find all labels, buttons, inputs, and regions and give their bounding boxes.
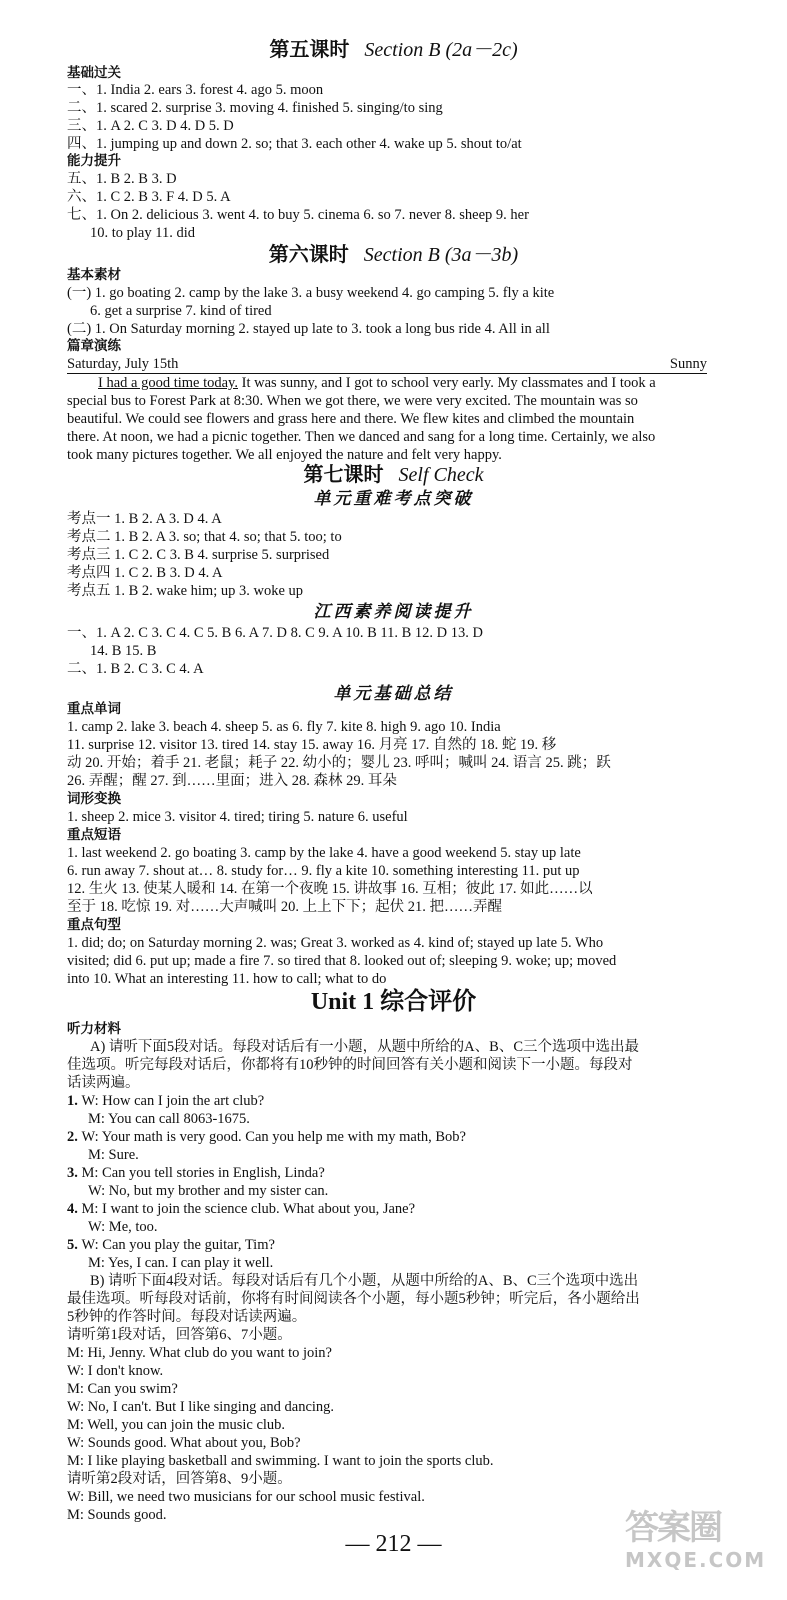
dialog-line <box>67 1236 275 1254</box>
answer-line: 12. 生火 13. 使某人暖和 14. 在第一个夜晚 15. 讲故事 16. 互相；彼此 17. 如此……以 <box>67 881 593 897</box>
dialog-number: 5. <box>67 1237 82 1253</box>
diary-first-sentence: I had a good time today. <box>98 375 238 391</box>
page-number: — 212 — <box>345 1531 442 1557</box>
diary-line: beautiful. We could see flowers and grass here and there. We flew kites and climbed the mountain <box>67 411 635 427</box>
sentences-label: 重点句型 <box>67 917 121 933</box>
answer-line: 考点五 1. B 2. wake him; up 3. woke up <box>67 583 304 599</box>
answer-line: 七、1. On 2. delicious 3. went 4. to buy 5. cinema 6. so 7. never 8. sheep 9. her <box>67 207 529 223</box>
dialog-line: W: Bill, we need two musicians for our school music festival. <box>67 1489 425 1505</box>
instruction-line: B) 请听下面4段对话。每段对话后有几个小题，从题中所给的A、B、C三个选项中选出 <box>90 1273 639 1289</box>
material-label: 基本素材 <box>67 267 121 283</box>
instruction-line: A) 请听下面5段对话。每段对话后有一小题，从题中所给的A、B、C三个选项中选出最 <box>90 1039 639 1055</box>
instruction-line: 佳选项。听完每段对话后，你都将有10秒钟的时间回答有关小题和阅读下一小题。每段对 <box>67 1057 633 1073</box>
subheading-key-points: 单元重难考点突破 <box>313 489 474 508</box>
answer-line: 1. did; do; on Saturday morning 2. was; Great 3. worked as 4. kind of; stayed up late 5. Who <box>67 935 604 951</box>
answer-line: 1. last weekend 2. go boating 3. camp by the lake 4. have a good weekend 5. stay up late <box>67 845 581 861</box>
diary-line: special bus to Forest Park at 8:30. When we got there, we were very excited. The mountain was so <box>67 393 638 409</box>
writing-label: 篇章演练 <box>67 338 121 354</box>
watermark-logo <box>625 1508 765 1588</box>
lesson7-title-en: Self Check <box>398 464 484 486</box>
answer-line: 14. B 15. B <box>90 643 157 659</box>
dialog-text: W: Can you play the guitar, Tim? <box>81 1237 275 1253</box>
answer-line: 考点三 1. C 2. C 3. B 4. surprise 5. surprised <box>67 547 330 563</box>
answer-line: 六、1. C 2. B 3. F 4. D 5. A <box>67 189 231 205</box>
answer-line: into 10. What an interesting 11. how to call; what to do <box>67 971 387 987</box>
diary-date: Saturday, July 15th <box>67 356 179 372</box>
ability-label: 能力提升 <box>67 153 121 169</box>
diary-line: there. At noon, we had a picnic together. Then we danced and sang for a long time. Certainly, we also <box>67 429 656 445</box>
lesson7-title <box>0 463 787 487</box>
dialog-line: M: Yes, I can. I can play it well. <box>88 1255 274 1271</box>
forms-label: 词形变换 <box>67 791 121 807</box>
dialog-line: M: Sounds good. <box>67 1507 167 1523</box>
dialog-line: M: Hi, Jenny. What club do you want to join? <box>67 1345 332 1361</box>
dialog-line: W: I don't know. <box>67 1363 164 1379</box>
instruction-line: 话读两遍。 <box>67 1075 140 1091</box>
answer-line: 考点一 1. B 2. A 3. D 4. A <box>67 511 222 527</box>
subheading-reading: 江西素养阅读提升 <box>313 602 474 621</box>
listening-label: 听力材料 <box>67 1021 121 1037</box>
answer-line: visited; did 6. put up; made a fire 7. so tired that 8. looked out of; sleeping 9. woke; up; moved <box>67 953 617 969</box>
diary-line-text: It was sunny, and I got to school very early. My classmates and I took a <box>238 375 656 391</box>
answer-line: 11. surprise 12. visitor 13. tired 14. stay 15. away 16. 月亮 17. 自然的 18. 蛇 19. 移 <box>67 737 557 753</box>
dialog-text: W: Your math is very good. Can you help me with my math, Bob? <box>81 1129 466 1145</box>
dialog-text: M: Can you tell stories in English, Linda? <box>81 1165 325 1181</box>
dialog-line <box>67 1128 466 1146</box>
diary-line <box>98 374 656 392</box>
instruction-line: 5秒钟的作答时间。每段对话读两遍。 <box>67 1309 307 1325</box>
dialog-prompt: 请听第2段对话，回答第8、9小题。 <box>67 1471 292 1487</box>
lesson6-title <box>0 243 787 267</box>
lesson6-title-cn: 第六课时 <box>268 244 349 266</box>
words-label: 重点单词 <box>67 701 121 717</box>
watermark-top: 答案圈 <box>625 1508 721 1548</box>
answer-line: 考点四 1. C 2. B 3. D 4. A <box>67 565 223 581</box>
dialog-line <box>67 1092 264 1110</box>
dialog-line: W: Me, too. <box>88 1219 158 1235</box>
dialog-line: M: Can you swim? <box>67 1381 178 1397</box>
answer-line: 四、1. jumping up and down 2. so; that 3. each other 4. wake up 5. shout to/at <box>67 136 522 152</box>
answer-line: 1. camp 2. lake 3. beach 4. sheep 5. as 6. fly 7. kite 8. high 9. ago 10. India <box>67 719 501 735</box>
dialog-line: W: Sounds good. What about you, Bob? <box>67 1435 301 1451</box>
phrases-label: 重点短语 <box>67 827 121 843</box>
instruction-line: 最佳选项。听每段对话前，你将有时间阅读各个小题，每小题5秒钟；听完后，各小题给出 <box>67 1291 640 1307</box>
dialog-number: 3. <box>67 1165 82 1181</box>
dialog-line: M: I like playing basketball and swimming. I want to join the sports club. <box>67 1453 494 1469</box>
dialog-line <box>67 1164 325 1182</box>
dialog-number: 2. <box>67 1129 82 1145</box>
answer-line: 动 20. 开始；着手 21. 老鼠；耗子 22. 幼小的；婴儿 23. 呼叫；喊叫 24. 语言 25. 跳；跃 <box>67 755 611 771</box>
dialog-line: M: You can call 8063-1675. <box>88 1111 250 1127</box>
dialog-line: W: No, I can't. But I like singing and dancing. <box>67 1399 335 1415</box>
answer-line: 1. sheep 2. mice 3. visitor 4. tired; tiring 5. nature 6. useful <box>67 809 408 825</box>
dialog-text: M: I want to join the science club. What about you, Jane? <box>81 1201 416 1217</box>
answer-line: (一) 1. go boating 2. camp by the lake 3. a busy weekend 4. go camping 5. fly a kite <box>67 285 555 301</box>
dialog-line: W: No, but my brother and my sister can. <box>88 1183 329 1199</box>
lesson5-title-en: Section B (2a－2c) <box>364 39 518 61</box>
answer-line: 一、1. India 2. ears 3. forest 4. ago 5. moon <box>67 82 324 98</box>
diary-weather: Sunny <box>669 356 707 372</box>
answer-line: 二、1. scared 2. surprise 3. moving 4. finished 5. singing/to sing <box>67 100 443 116</box>
unit-title: Unit 1 综合评价 <box>310 989 477 1015</box>
dialog-number: 4. <box>67 1201 82 1217</box>
answer-line: 五、1. B 2. B 3. D <box>67 171 177 187</box>
diary-line: took many pictures together. We all enjoyed the nature and felt very happy. <box>67 447 502 463</box>
answer-line: 26. 弄醒；醒 27. 到……里面；进入 28. 森林 29. 耳朵 <box>67 773 397 789</box>
diary-header <box>67 355 707 374</box>
lesson7-title-cn: 第七课时 <box>303 464 384 486</box>
dialog-number: 1. <box>67 1093 82 1109</box>
dialog-line: M: Well, you can join the music club. <box>67 1417 286 1433</box>
answer-line: 三、1. A 2. C 3. D 4. D 5. D <box>67 118 234 134</box>
dialog-line: M: Sure. <box>88 1147 139 1163</box>
dialog-line <box>67 1200 415 1218</box>
lesson6-title-en: Section B (3a－3b) <box>363 244 519 266</box>
answer-line: 6. get a surprise 7. kind of tired <box>90 303 272 319</box>
lesson5-title <box>0 38 787 62</box>
dialog-text: W: How can I join the art club? <box>81 1093 265 1109</box>
answer-line: 10. to play 11. did <box>90 225 195 241</box>
watermark-bottom: MXQE.COM <box>625 1548 767 1572</box>
answer-line: (二) 1. On Saturday morning 2. stayed up late to 3. took a long bus ride 4. All in all <box>67 321 550 337</box>
answer-line: 6. run away 7. shout at… 8. study for… 9. fly a kite 10. something interesting 11. put up <box>67 863 580 879</box>
lesson5-title-cn: 第五课时 <box>269 39 350 61</box>
subheading-summary: 单元基础总结 <box>333 684 454 703</box>
basic-label: 基础过关 <box>67 65 121 81</box>
dialog-prompt: 请听第1段对话，回答第6、7小题。 <box>67 1327 292 1343</box>
answer-line: 至于 18. 吃惊 19. 对……大声喊叫 20. 上上下下；起伏 21. 把……弄醒 <box>67 899 502 915</box>
answer-line: 二、1. B 2. C 3. C 4. A <box>67 661 204 677</box>
answer-line: 一、1. A 2. C 3. C 4. C 5. B 6. A 7. D 8. C 9. A 10. B 11. B 12. D 13. D <box>67 625 483 641</box>
answer-line: 考点二 1. B 2. A 3. so; that 4. so; that 5. too; to <box>67 529 342 545</box>
